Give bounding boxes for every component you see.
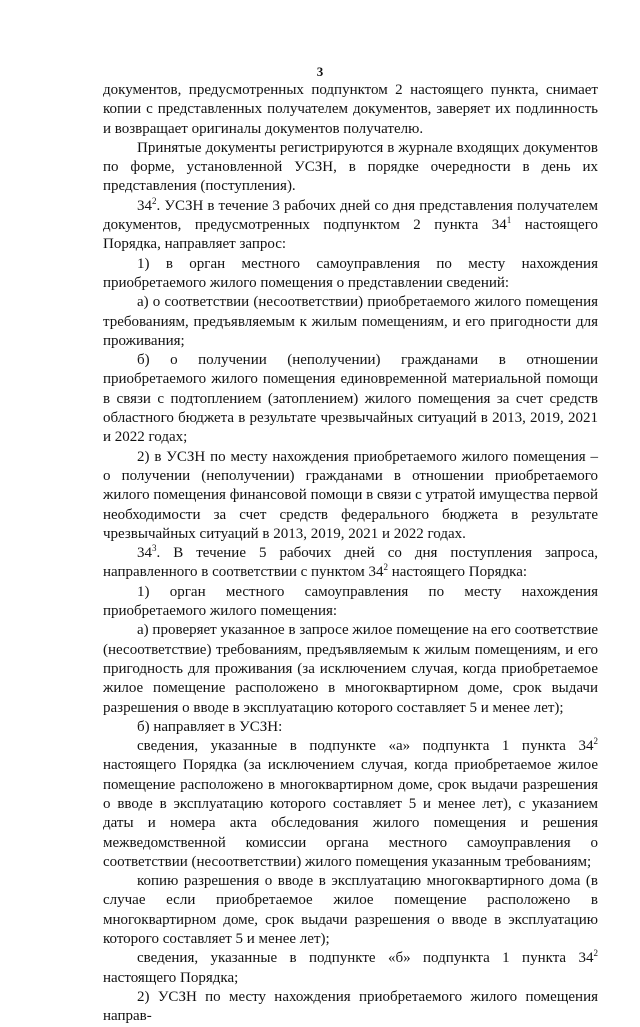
paragraph-text: а) о соответствии (несоответствии) приобретаемого жилого помещения требованиям, предъявляемым к жилым помещениям, и его пригодности для проживания; <box>103 294 598 349</box>
paragraph-text: 1) в орган местного самоуправления по месту нахождения приобретаемого жилого помещения о представлении сведений: <box>103 255 598 291</box>
paragraph-text: настоящего Порядка: <box>388 564 528 581</box>
paragraph-text: б) о получении (неполучении) гражданами в отношении приобретаемого жилого помещения единовременной материальной помощи в связи с подтоплением (затоплением) жилого помещения за счет средств областного бюджета в результате чрезвычайных ситуаций в 2013, 2019, 2021 и 2022 годах; <box>103 352 598 446</box>
paragraph-text: . В течение 5 рабочих дней со дня поступления запроса, направленного в соответствии с пунктом 34 <box>103 545 598 581</box>
paragraph-text: настоящего Порядка, направляет запрос: <box>103 217 598 253</box>
superscript: 2 <box>593 948 598 959</box>
paragraph <box>103 583 598 622</box>
superscript: 2 <box>152 195 157 206</box>
paragraph <box>103 872 598 949</box>
paragraph-text: сведения, указанные в подпункте «б» подпункта 1 пункта 34 <box>137 950 594 967</box>
paragraph-text: 1) орган местного самоуправления по месту нахождения приобретаемого жилого помещения: <box>103 583 598 620</box>
paragraph-text: б) направляет в УСЗН: <box>137 718 283 735</box>
paragraph <box>103 293 598 351</box>
paragraph-text: документов, предусмотренных подпунктом 2 настоящего пункта, снимает копии с представленных получателем документов, заверяет их подлинность и возвращает оригиналы документов получателю. <box>103 82 598 137</box>
paragraph-text: настоящего Порядка (за исключением случая, когда приобретаемое жилое помещение расположено в многоквартирном доме, срок выдачи разрешения о вводе в эксплуатацию которого составляет 5 и менее лет), с указанием даты и номера акта обследования жилого помещения и решения межведомственной комиссии органа местного самоуправления о соответствии (несоответствии) жилого помещения указанным требованиям; <box>103 757 598 870</box>
paragraph-text: настоящего Порядка; <box>103 969 239 986</box>
paragraph-text: 2) УСЗН по месту нахождения приобретаемого жилого помещения направ- <box>103 988 598 1025</box>
paragraph <box>103 351 598 447</box>
paragraph <box>103 255 598 294</box>
paragraph-text: а) проверяет указанное в запросе жилое помещение на его соответствие (несоответствие) требованиям, предъявляемым к жилым помещениям, и его пригодность для проживания (за исключением случая, когда приобретаемое жилое помещение расположено в многоквартирном доме, срок выдачи разрешения о вводе в эксплуатацию которого составляет 5 и менее лет); <box>103 622 598 716</box>
paragraph <box>103 718 598 737</box>
paragraph <box>103 197 598 255</box>
page-number: 3 <box>316 64 324 79</box>
paragraph <box>103 988 598 1027</box>
paragraph-text: 34 <box>137 197 152 214</box>
paragraph <box>103 621 598 717</box>
superscript: 2 <box>383 562 388 573</box>
paragraph <box>103 81 598 139</box>
superscript: 2 <box>593 736 598 747</box>
paragraph <box>103 737 598 872</box>
paragraph <box>103 544 598 583</box>
superscript: 1 <box>506 215 512 226</box>
paragraph <box>103 448 598 544</box>
superscript: 3 <box>152 543 157 554</box>
paragraph-text: копию разрешения о вводе в эксплуатацию многоквартирного дома (в случае если приобретаемое жилое помещение расположено в многоквартирном доме, срок выдачи разрешения о вводе в эксплуатацию которого составляет 5 и менее лет); <box>103 873 598 948</box>
paragraph-text: 34 <box>137 545 152 562</box>
paragraph <box>103 139 598 197</box>
paragraph-text: . УСЗН в течение 3 рабочих дней со дня представления получателем документов, предусмотренных подпунктом 2 пункта 34 <box>103 197 598 234</box>
paragraph-text: 2) в УСЗН по месту нахождения приобретаемого жилого помещения – о получении (неполучении) гражданами в отношении приобретаемого жилого помещения финансовой помощи в связи с утратой имущества первой необходимости за счет средств федерального бюджета в результате чрезвычайных ситуаций в 2013, 2019, 2021 и 2022 годах. <box>103 448 598 542</box>
paragraph-text: сведения, указанные в подпункте «а» подпункта 1 пункта 34 <box>137 738 594 755</box>
paragraph <box>103 949 598 988</box>
paragraph-text: Принятые документы регистрируются в журнале входящих документов по форме, установленной УСЗН, в порядке очередности в день их представления (поступления). <box>103 139 598 195</box>
document-body <box>103 81 598 1027</box>
